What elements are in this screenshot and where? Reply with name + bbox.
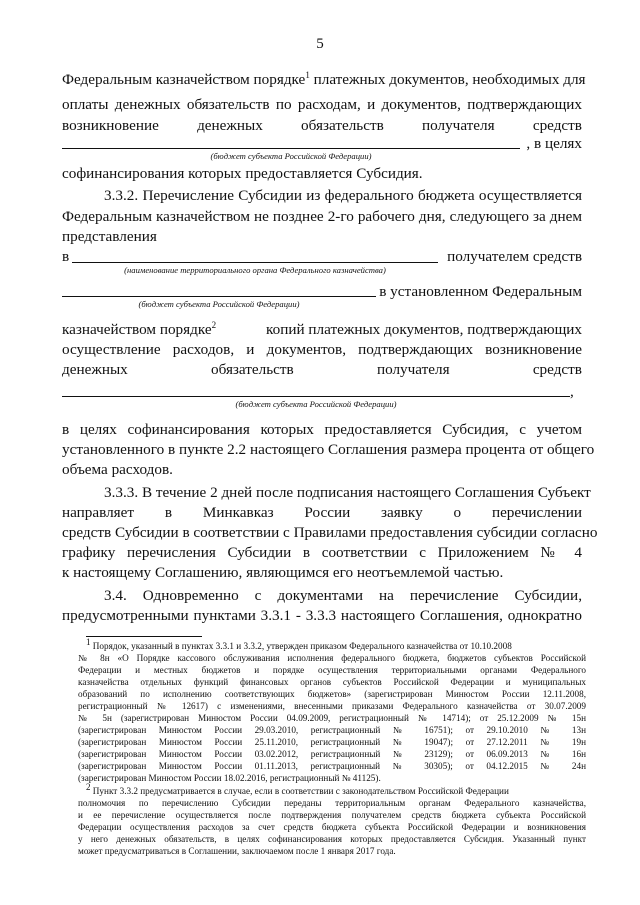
text-line: софинансирования которых предоставляется Субсидия. xyxy=(62,165,423,182)
paragraph-3-4: 3.4. Одновременно с документами на перечисление Субсидии, xyxy=(104,587,582,604)
footnote-1-line: казначейства отдельных функций финансовых органов субъектов Российской Федерации и муниципальных xyxy=(78,677,586,687)
footnote-2-line: Федерации осуществления расходов за счет средств бюджета субъекта Российской Федерации и возникновения xyxy=(78,822,586,832)
footnote-1-line: (зарегистрирован Минюстом России 03.02.2012, регистрационный № 23129); от 06.09.2013 № 16н xyxy=(78,749,586,759)
text-line: к настоящему Соглашению, являющимся его неотъемлемой частью. xyxy=(62,564,504,581)
footnote-marker: 2 xyxy=(86,781,91,792)
fill-in-blank[interactable] xyxy=(62,148,520,149)
text-line: Федеральным казначейством порядке$^1$ платежных документов, необходимых для xyxy=(62,69,586,88)
footnote-separator xyxy=(86,636,202,637)
footnote-1-line: (зарегистрирован Минюстом России 29.03.2010, регистрационный № 16751); от 29.10.2010 № 13н xyxy=(78,725,586,735)
paragraph-3-3-3: 3.3.3. В течение 2 дней после подписания настоящего Соглашения Субъект xyxy=(104,484,591,501)
field-caption: (бюджет субъекта Российской Федерации) xyxy=(235,399,397,409)
text-line: Федеральным казначейством не позднее 2-го рабочего дня, следующего за днем xyxy=(62,208,582,225)
text-line: возникновение денежных обязательств получателя средств xyxy=(62,117,582,134)
footnote-1-line: № 8н «О Порядке кассового обслуживания исполнения федерального бюджета, бюджетов субъектов Российской xyxy=(78,653,586,663)
footnote-1-line: образований по исполнению соответствующих бюджетов» (зарегистрирован Минюстом России 12.11.2008, xyxy=(78,689,586,699)
fill-in-blank[interactable] xyxy=(72,262,438,263)
text-line: направляет в Минкавказ России заявку о перечислении xyxy=(62,504,582,521)
field-caption: (бюджет субъекта Российской Федерации) xyxy=(210,151,372,161)
footnote-1-line: (зарегистрирован Минюстом России 01.11.2013, регистрационный № 30305); от 04.12.2015 № 24н xyxy=(78,761,586,771)
footnote-2-line: $^2$ Пункт 3.3.2 предусматривается в случае, если в соответствии с законодательством Российской Федерации xyxy=(86,781,509,796)
text-line: в установленном Федеральным xyxy=(379,283,582,300)
footnote-1-line: $^1$ Порядок, указанный в пунктах 3.3.1 и 3.3.2, утвержден приказом Федерального казначейства от 10.10.2008 xyxy=(86,636,512,651)
text-line: , xyxy=(570,383,574,400)
text-line: оплаты денежных обязательств по расходам, и документов, подтверждающих xyxy=(62,96,582,113)
text-line: денежных обязательств получателя средств xyxy=(62,361,582,378)
text-line: казначейством порядке$^2$ копий платежных документов, подтверждающих xyxy=(62,319,582,338)
text-line: представления xyxy=(62,228,157,245)
footnote-2-line: у него денежных обязательств, в целях софинансирования которых предоставляется Субсидия. Указанный пункт xyxy=(78,834,586,844)
field-caption: (наименование территориального органа Федерального казначейства) xyxy=(124,265,386,275)
footnote-1-line: Федерации и местных бюджетов и порядке осуществления территориальными органами Федерального xyxy=(78,665,586,675)
fill-in-blank[interactable] xyxy=(62,296,376,297)
footnote-1-line: регистрационный № 12617) с изменениями, внесенными приказами Федерального казначейства от 30.07.2009 xyxy=(78,701,586,711)
footnote-marker: 1 xyxy=(86,636,91,647)
page-number: 5 xyxy=(316,36,324,52)
text-line: предусмотренными пунктами 3.3.1 - 3.3.3 настоящего Соглашения, однократно xyxy=(62,607,582,624)
footnote-1-line: (зарегистрирован Минюстом России 18.02.2016, регистрационный № 41125). xyxy=(78,773,381,783)
text-line: получателем средств xyxy=(447,248,582,265)
text-line: осуществление расходов, и документов, подтверждающих возникновение xyxy=(62,341,582,358)
footnote-ref[interactable]: 2 xyxy=(211,319,217,330)
text-line: , в целях xyxy=(526,135,582,152)
fill-in-blank[interactable] xyxy=(62,396,570,397)
text-line: средств Субсидии в соответствии с Правилами предоставления субсидии согласно xyxy=(62,524,598,541)
footnote-1-line: № 5н (зарегистрирован Минюстом России 04.09.2009, регистрационный № 14714); от 25.12.2009 № 15н xyxy=(78,713,586,723)
text-line: в xyxy=(62,248,70,265)
text-line: объема расходов. xyxy=(62,461,173,478)
field-caption: (бюджет субъекта Российской Федерации) xyxy=(138,299,300,309)
paragraph-3-3-2: 3.3.2. Перечисление Субсидии из федерального бюджета осуществляется xyxy=(104,187,582,204)
footnote-ref[interactable]: 1 xyxy=(305,69,310,80)
footnote-2-line: и ее перечисление осуществляется после подтверждения получателем средств бюджета субъекта Российской xyxy=(78,810,586,820)
footnote-1-line: (зарегистрирован Минюстом России 25.11.2010, регистрационный № 19047); от 27.12.2011 № 19н xyxy=(78,737,586,747)
text-line: в целях софинансирования которых предоставляется Субсидия, с учетом xyxy=(62,421,582,438)
text-line: установленного в пункте 2.2 настоящего Соглашения размера процента от общего xyxy=(62,441,595,458)
footnote-2-line: полномочия по перечислению Субсидии переданы территориальным органам Федерального казначейства, xyxy=(78,798,586,808)
footnote-2-line: может предусматриваться в Соглашении, заключаемом после 1 января 2017 года. xyxy=(78,846,396,856)
text-line: графику перечисления Субсидии в соответствии с Приложением № 4 xyxy=(62,544,582,561)
